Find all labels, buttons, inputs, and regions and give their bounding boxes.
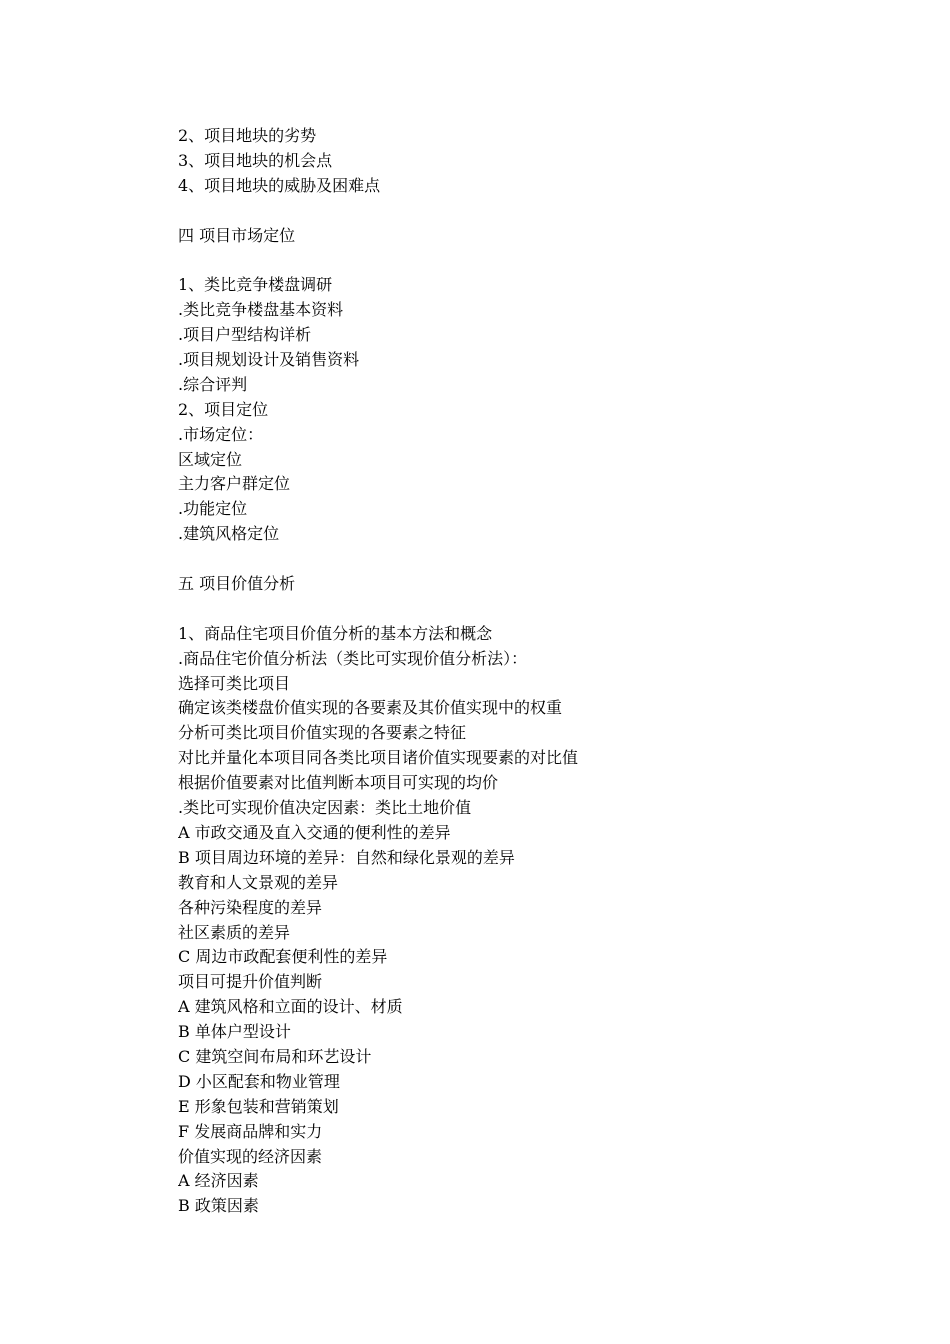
text-line: A 市政交通及直入交通的便利性的差异 — [178, 822, 451, 842]
text-line: B 政策因素 — [178, 1196, 259, 1216]
text-line: 教育和人文景观的差异 — [178, 872, 339, 892]
blank-line — [178, 597, 878, 622]
section-heading: 五 项目价值分析 — [178, 574, 296, 594]
text-line: .市场定位： — [178, 424, 264, 444]
text-line: .建筑风格定位 — [178, 524, 280, 544]
text-line: 项目可提升价值判断 — [178, 972, 323, 992]
text-line: 分析可类比项目价值实现的各要素之特征 — [178, 723, 467, 743]
document-body — [178, 124, 878, 1219]
blank-line — [178, 199, 878, 224]
text-line: 1、类比竞争楼盘调研 — [178, 275, 333, 295]
text-line: .项目户型结构详析 — [178, 325, 312, 345]
text-line: 根据价值要素对比值判断本项目可实现的均价 — [178, 773, 499, 793]
text-line: .功能定位 — [178, 499, 248, 519]
text-line: 对比并量化本项目同各类比项目诸价值实现要素的对比值 — [178, 748, 579, 768]
section-heading: 四 项目市场定位 — [178, 225, 296, 245]
text-line: 1、商品住宅项目价值分析的基本方法和概念 — [178, 623, 493, 643]
text-line: 主力客户群定位 — [178, 474, 291, 494]
text-line: 确定该类楼盘价值实现的各要素及其价值实现中的权重 — [178, 698, 563, 718]
text-line: 2、项目定位 — [178, 399, 269, 419]
text-line: B 单体户型设计 — [178, 1022, 291, 1042]
text-line: 价值实现的经济因素 — [178, 1146, 323, 1166]
text-line: 3、项目地块的机会点 — [178, 150, 333, 170]
text-line: D 小区配套和物业管理 — [178, 1071, 340, 1091]
text-line: 社区素质的差异 — [178, 922, 291, 942]
text-line: E 形象包装和营销策划 — [178, 1096, 339, 1116]
text-line: 区域定位 — [178, 449, 243, 469]
text-line: .类比可实现价值决定因素：类比土地价值 — [178, 798, 472, 818]
text-line: C 建筑空间布局和环艺设计 — [178, 1046, 372, 1066]
text-line: B 项目周边环境的差异：自然和绿化景观的差异 — [178, 847, 515, 867]
text-line: 4、项目地块的威胁及困难点 — [178, 175, 381, 195]
blank-line — [178, 248, 878, 273]
text-line: .类比竞争楼盘基本资料 — [178, 300, 344, 320]
text-line: .商品住宅价值分析法（类比可实现价值分析法）： — [178, 648, 528, 668]
text-line: 各种污染程度的差异 — [178, 897, 323, 917]
text-line: A 经济因素 — [178, 1171, 259, 1191]
text-line: .项目规划设计及销售资料 — [178, 350, 360, 370]
text-line: 2、项目地块的劣势 — [178, 126, 317, 145]
text-line: F 发展商品牌和实力 — [178, 1121, 323, 1141]
text-line: A 建筑风格和立面的设计、材质 — [178, 997, 403, 1017]
text-line: C 周边市政配套便利性的差异 — [178, 947, 388, 967]
text-line: 选择可类比项目 — [178, 673, 291, 693]
blank-line — [178, 547, 878, 572]
text-line: .综合评判 — [178, 374, 248, 394]
